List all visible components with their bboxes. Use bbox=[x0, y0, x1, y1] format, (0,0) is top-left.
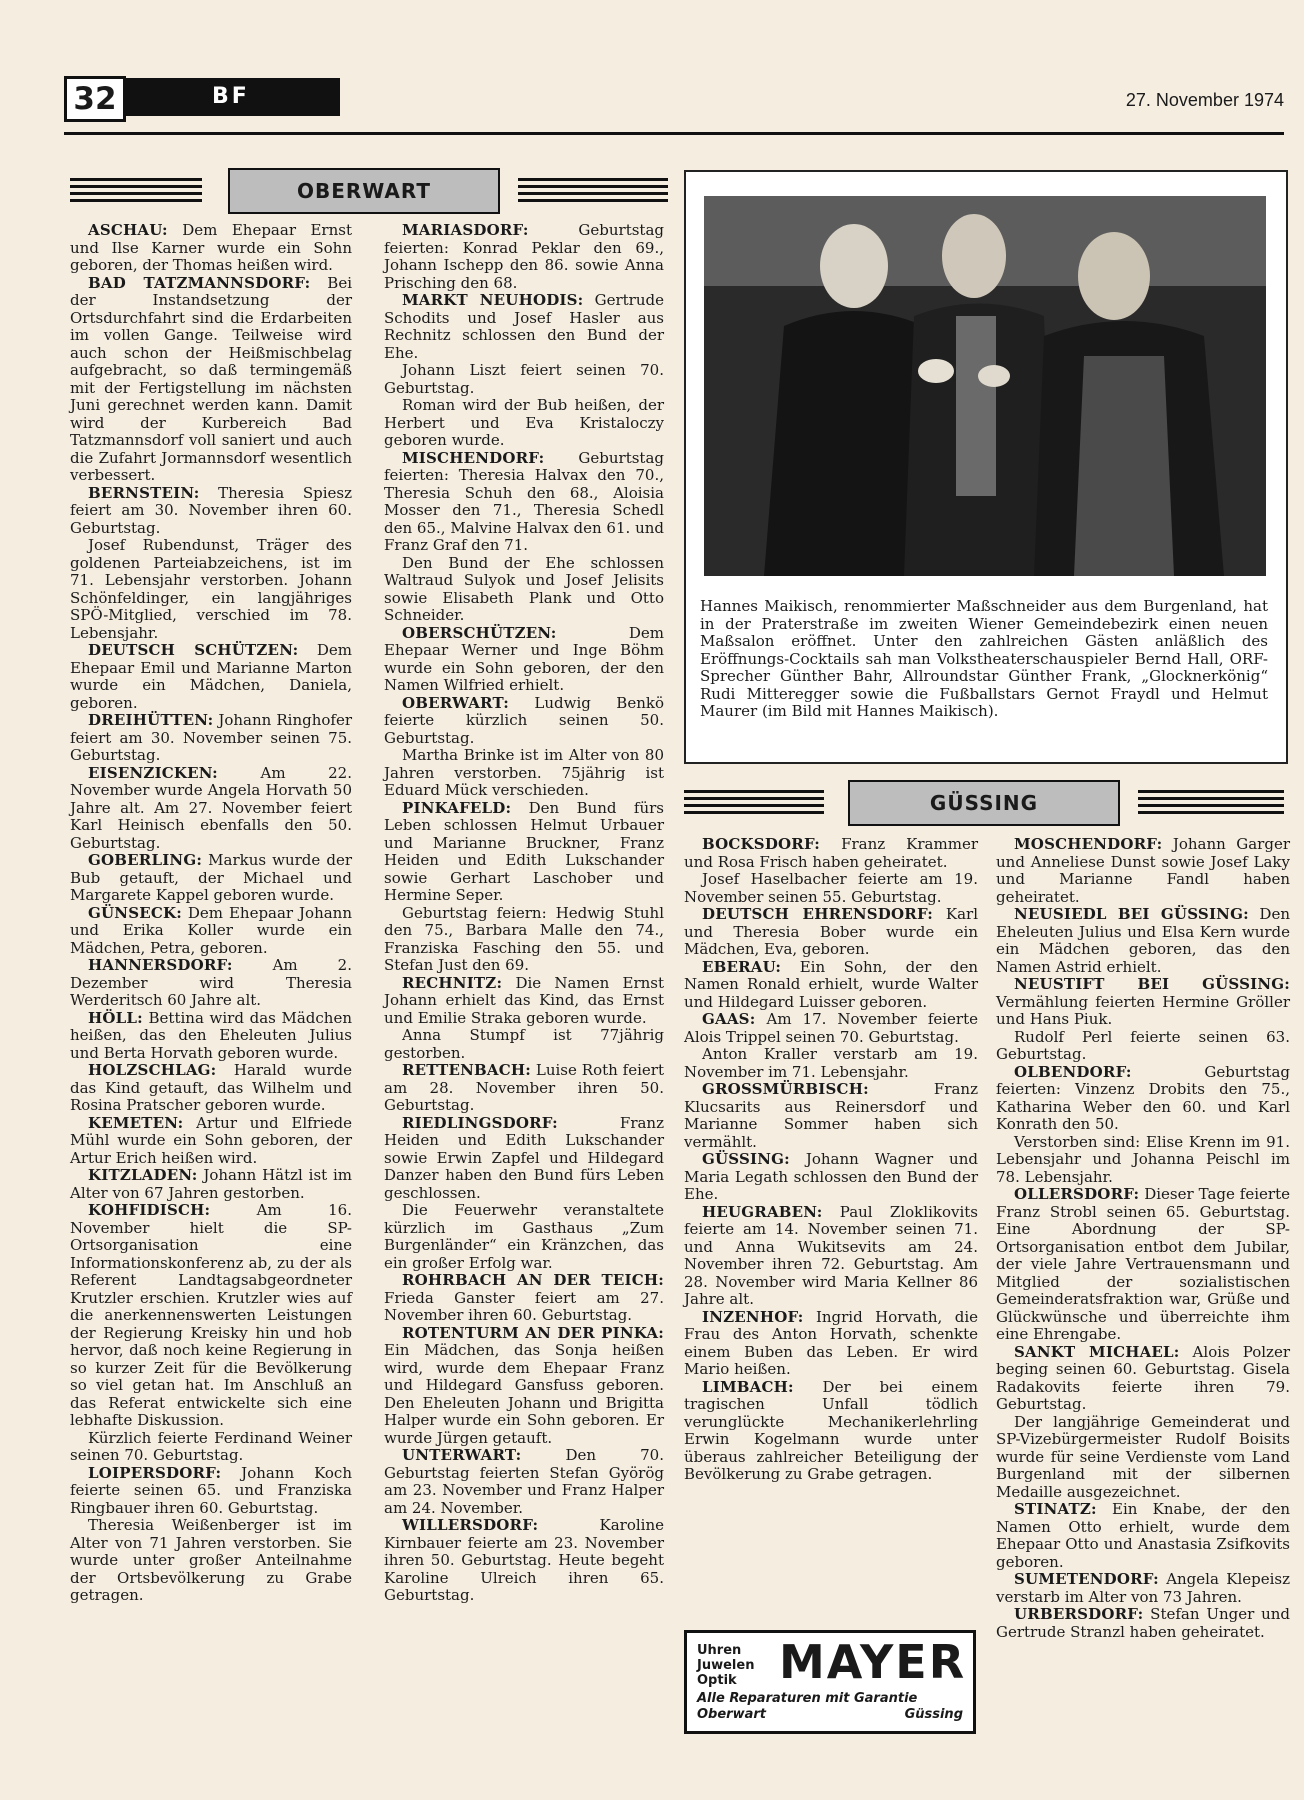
place-name: RECHNITZ: bbox=[402, 973, 503, 992]
news-text: Geburtstag feierten: Konrad Peklar den 69., Johann Ischepp den 86. sowie Anna Prisching den 68. bbox=[384, 221, 664, 292]
news-text: Franz Klucsarits aus Reinersdorf und Marianne Sommer haben sich vermählt. bbox=[684, 1080, 978, 1151]
news-item bbox=[70, 852, 352, 905]
news-item bbox=[70, 1115, 352, 1168]
news-text: Franz Heiden und Edith Lukschander sowie Erwin Zapfel und Hildegard Danzer haben den Bund fürs Leben geschlossen. bbox=[384, 1113, 664, 1202]
heading-rule-right bbox=[1138, 790, 1284, 814]
news-item bbox=[70, 642, 352, 712]
news-text: Stefan Unger und Gertrude Stranzl haben geheiratet. bbox=[996, 1605, 1290, 1641]
news-item bbox=[384, 975, 664, 1028]
news-text: Dieser Tage feierte Franz Strobl seinen 65. Geburtstag. Eine Abordnung der SP-Ortsorganisation entbot dem Jubilar, der viele Jahre Vertrauensmann und Mitglied der sozialistischen Gemeinderatsfraktion war, Grüße und Glückwünsche und überreichte ihm eine Ehrengabe. bbox=[996, 1185, 1290, 1343]
place-name: NEUSTIFT BEI GÜSSING: bbox=[1014, 975, 1290, 993]
news-text: Am 2. Dezember wird Theresia Werderitsch 60 Jahre alt. bbox=[70, 956, 352, 1009]
ad-towns bbox=[697, 1707, 963, 1723]
news-text: Theresia Weißenberger ist im Alter von 71 Jahren verstorben. Sie wurde unter großer Anteilnahme der Ortsbevölkerung zu Grabe getragen. bbox=[70, 1516, 352, 1604]
news-text: Geburtstag feierten: Theresia Halvax den 70., Theresia Schuh den 68., Aloisia Mosser den 71., Theresia Schedl den 65., Malvine Halvax den 61. und Franz Graf den 71. bbox=[384, 448, 664, 554]
masthead-rule bbox=[64, 132, 1284, 135]
news-text: Johann Garger und Anneliese Dunst sowie Josef Laky und Marianne Fandl haben geheiratet. bbox=[996, 835, 1290, 906]
news-text: Frieda Ganster feiert am 27. November ihren 60. Geburtstag. bbox=[384, 1288, 664, 1324]
place-name: DEUTSCH EHRENSDORF: bbox=[702, 905, 933, 923]
news-item bbox=[70, 1062, 352, 1115]
news-item bbox=[996, 1134, 1290, 1187]
place-name: NEUSIEDL BEI GÜSSING: bbox=[1014, 905, 1249, 923]
news-text: Josef Rubendunst, Träger des goldenen Parteiabzeichens, ist im 71. Lebensjahr verstorben. Johann Schönfeldinger, ein langjähriges SPÖ-Mitglied, verschied im 78. Lebensjahr. bbox=[70, 536, 352, 642]
photo-caption: Hannes Maikisch, renommierter Maßschneider aus dem Burgenland, hat in der Praterstraße im zweiten Wiener Gemeindebezirk einen neuen Maßsalon eröffnet. Unter den zahlreichen Gästen anläßlich des Eröffnungs-Cocktails sah man Volkstheaterschauspieler Bernd Hall, ORF-Sprecher Günther Bahr, Allroundstar Günther Frank, „Glocknerkönig“ Rudi Mitteregger sowie die Fußballstars Gernot Fraydl und Helmut Maurer (im Bild mit Hannes Maikisch). bbox=[700, 597, 1268, 720]
column-oberwart-left bbox=[70, 222, 352, 1605]
news-text: Harald wurde das Kind getauft, das Wilhelm und Rosina Pratscher geboren wurde. bbox=[70, 1061, 352, 1114]
news-text: Johann Koch feierte seinen 65. und Franziska Ringbauer ihren 60. Geburtstag. bbox=[70, 1463, 352, 1517]
news-item bbox=[384, 695, 664, 748]
ad-service-line: Juwelen bbox=[697, 1658, 755, 1673]
section-title-guessing: GÜSSING bbox=[848, 780, 1120, 826]
column-oberwart-right bbox=[384, 222, 664, 1605]
section-tag: BF bbox=[126, 78, 340, 116]
news-item bbox=[996, 1064, 1290, 1134]
news-text: Johann Liszt feiert seinen 70. Geburtstag. bbox=[384, 361, 664, 397]
place-name: MARKT NEUHODIS: bbox=[402, 291, 584, 309]
news-text: Die Feuerwehr veranstaltete kürzlich im Gasthaus „Zum Burgenländer“ ein Kränzchen, das ein großer Erfolg war. bbox=[384, 1201, 664, 1272]
news-text: Anna Stumpf ist 77jährig gestorben. bbox=[384, 1026, 664, 1062]
place-name: LOIPERSDORF: bbox=[88, 1463, 222, 1482]
news-item bbox=[70, 1465, 352, 1518]
news-text: Markus wurde der Bub getauft, der Michael und Margarete Kappel geboren wurde. bbox=[70, 851, 352, 904]
heading-rule-left bbox=[70, 178, 202, 202]
news-item bbox=[684, 1204, 978, 1309]
issue-date: 27. November 1974 bbox=[1125, 90, 1284, 110]
news-item bbox=[384, 1027, 664, 1062]
news-text: Rudolf Perl feierte seinen 63. Geburtstag. bbox=[996, 1027, 1290, 1063]
news-item bbox=[70, 485, 352, 538]
news-item bbox=[70, 1167, 352, 1202]
news-text: Verstorben sind: Elise Krenn im 91. Lebensjahr und Johanna Peischl im 78. Lebensjahr. bbox=[996, 1132, 1290, 1186]
place-name: GOBERLING: bbox=[88, 851, 203, 869]
ad-slogan-block bbox=[697, 1691, 963, 1723]
news-text: Am 16. November hielt die SP-Ortsorganisation eine Informationskonferenz ab, zu der als Referent Landtagsabgeordneter Krutzler erschien. Krutzler wies auf die anerkennenswerten Leistungen der Regierung Kreisky hin und hob hervor, daß noch keine Regierung in so kurzer Zeit für die Bevölkerung so viel getan hat. Im Anschluß an das Referat entwickelte sich eine lebhafte Diskussion. bbox=[70, 1201, 352, 1429]
news-text: Karl und Theresia Bober wurde ein Mädchen, Eva, geboren. bbox=[684, 905, 978, 958]
news-item bbox=[996, 836, 1290, 906]
news-item bbox=[384, 450, 664, 555]
news-item bbox=[996, 976, 1290, 1029]
photo-image bbox=[704, 196, 1266, 576]
place-name: DREIHÜTTEN: bbox=[88, 711, 214, 729]
news-item bbox=[684, 1379, 978, 1484]
news-text: Ein Knabe, der den Namen Otto erhielt, wurde dem Ehepaar Otto und Anastasia Zsifkovits geboren. bbox=[996, 1500, 1290, 1571]
place-name: HEUGRABEN: bbox=[702, 1202, 823, 1221]
place-name: STINATZ: bbox=[1014, 1500, 1097, 1518]
place-name: KOHFIDISCH: bbox=[88, 1201, 211, 1219]
news-text: Johann Ringhofer feiert am 30. November seinen 75. Geburtstag. bbox=[70, 711, 352, 764]
news-item bbox=[70, 765, 352, 853]
news-item bbox=[684, 871, 978, 906]
ad-services bbox=[697, 1643, 754, 1688]
news-item bbox=[70, 957, 352, 1010]
news-item bbox=[384, 1517, 664, 1605]
section-heading-guessing bbox=[684, 780, 1284, 828]
news-text: Den 70. Geburtstag feierten Stefan Györög am 23. November und Franz Halper am 24. November. bbox=[384, 1446, 664, 1517]
place-name: PINKAFELD: bbox=[402, 798, 512, 817]
news-text: Der bei einem tragischen Unfall tödlich verunglückte Mechanikerlehrling Erwin Kogelmann wurde unter überaus zahlreicher Beteiligung der Bevölkerung zu Grabe getragen. bbox=[684, 1377, 978, 1483]
news-item bbox=[70, 712, 352, 765]
column-guessing-left bbox=[684, 836, 978, 1484]
news-text: Ludwig Benkö feierte kürzlich seinen 50. Geburtstag. bbox=[384, 693, 664, 747]
ad-slogan: Alle Reparaturen mit Garantie bbox=[697, 1691, 918, 1706]
news-item bbox=[684, 1046, 978, 1081]
news-item bbox=[996, 1571, 1290, 1606]
news-text: Theresia Spiesz feiert am 30. November ihren 60. Geburtstag. bbox=[70, 483, 352, 537]
place-name: OBERSCHÜTZEN: bbox=[402, 623, 557, 642]
place-name: OLLERSDORF: bbox=[1014, 1185, 1140, 1203]
place-name: MISCHENDORF: bbox=[402, 448, 545, 467]
news-item bbox=[996, 1606, 1290, 1641]
news-item bbox=[996, 1501, 1290, 1571]
news-text: Angela Klepeisz verstarb im Alter von 73 Jahren. bbox=[996, 1570, 1290, 1606]
place-name: OLBENDORF: bbox=[1014, 1062, 1132, 1081]
news-item bbox=[684, 1011, 978, 1046]
news-text: Paul Zloklikovits feierte am 14. November seinen 71. und Anna Wukitsevits am 24. November ihren 72. Geburtstag. Am 28. November wird Maria Kellner 86 Jahre alt. bbox=[684, 1202, 978, 1308]
column-guessing-right bbox=[996, 836, 1290, 1641]
news-item bbox=[70, 1430, 352, 1465]
news-text: Alois Polzer beging seinen 60. Geburtstag. Gisela Radakovits feierte ihren 79. Geburtstag. bbox=[996, 1342, 1290, 1413]
place-name: EBERAU: bbox=[702, 957, 782, 976]
news-text: Den Bund fürs Leben schlossen Helmut Urbauer und Marianne Bruckner, Franz Heiden und Edith Lukschander sowie Gerhart Laschober und Hermine Seper. bbox=[384, 798, 664, 904]
news-text: Roman wird der Bub heißen, der Herbert und Eva Kristaloczy geboren wurde. bbox=[384, 396, 664, 449]
place-name: UNTERWART: bbox=[402, 1446, 522, 1464]
ad-service-line: Optik bbox=[697, 1673, 737, 1688]
news-text: Bei der Instandsetzung der Ortsdurchfahrt sind die Erdarbeiten im vollen Gange. Teilweise wird auch schon der Heißmischbelag aufgebracht, so daß termingemäß mit der Fertigstellung im nächsten Juni gerechnet werden kann. Damit wird der Kurbereich Bad Tatzmannsdorf voll saniert und auch die Zufahrt Jormannsdorf wesentlich verbessert. bbox=[70, 273, 353, 484]
news-item bbox=[70, 1010, 352, 1063]
news-text: Den Eheleuten Julius und Elsa Kern wurde ein Mädchen geboren, das den Namen Astrid erhielt. bbox=[996, 905, 1290, 976]
news-item bbox=[384, 905, 664, 975]
news-item bbox=[996, 1344, 1290, 1414]
news-item bbox=[384, 747, 664, 800]
place-name: RETTENBACH: bbox=[402, 1061, 531, 1079]
heading-rule-right bbox=[518, 178, 668, 202]
news-item bbox=[384, 222, 664, 292]
news-item bbox=[996, 1414, 1290, 1502]
news-item bbox=[684, 836, 978, 871]
place-name: MARIASDORF: bbox=[402, 221, 529, 239]
news-text: Johann Wagner und Maria Legath schlossen den Bund der Ehe. bbox=[684, 1150, 978, 1203]
place-name: HANNERSDORF: bbox=[88, 956, 233, 974]
news-text: Gertrude Schodits und Josef Hasler aus Rechnitz schlossen den Bund der Ehe. bbox=[384, 291, 664, 362]
place-name: HOLZSCHLAG: bbox=[88, 1061, 217, 1079]
news-item bbox=[684, 906, 978, 959]
mayer-advertisement bbox=[684, 1630, 976, 1734]
place-name: BERNSTEIN: bbox=[88, 483, 200, 502]
news-text: Dem Ehepaar Johann und Erika Koller wurde ein Mädchen, Petra, geboren. bbox=[70, 903, 352, 957]
news-item bbox=[70, 905, 352, 958]
news-item bbox=[996, 906, 1290, 976]
ad-service-line: Uhren bbox=[697, 1643, 742, 1658]
place-name: LIMBACH: bbox=[702, 1377, 794, 1396]
place-name: URBERSDORF: bbox=[1014, 1605, 1144, 1623]
news-text: Die Namen Ernst Johann erhielt das Kind, das Ernst und Emilie Straka geboren wurde. bbox=[384, 973, 664, 1027]
news-item bbox=[384, 625, 664, 695]
ad-town-right: Güssing bbox=[904, 1707, 963, 1722]
place-name: OBERWART: bbox=[402, 693, 510, 712]
news-text: Dem Ehepaar Werner und Inge Böhm wurde ein Sohn geboren, der den Namen Wilfried erhielt. bbox=[384, 623, 664, 694]
place-name: ROHRBACH AN DER TEICH: bbox=[402, 1271, 664, 1289]
news-item bbox=[384, 1062, 664, 1115]
news-item bbox=[384, 555, 664, 625]
place-name: RIEDLINGSDORF: bbox=[402, 1113, 558, 1132]
news-item bbox=[384, 1202, 664, 1272]
news-text: Dem Ehepaar Emil und Marianne Marton wurde ein Mädchen, Daniela, geboren. bbox=[70, 641, 352, 712]
news-text: Der langjährige Gemeinderat und SP-Vizebürgermeister Rudolf Boisits wurde für seine Verdienste vom Land Burgenland mit der silbernen Medaille ausgezeichnet. bbox=[996, 1412, 1290, 1501]
news-item bbox=[70, 1517, 352, 1605]
news-item bbox=[70, 275, 352, 485]
news-text: Den Bund der Ehe schlossen Waltraud Sulyok und Josef Jelisits sowie Elisabeth Plank und Otto Schneider. bbox=[384, 553, 664, 624]
news-text: Geburtstag feierten: Vinzenz Drobits den 75., Katharina Weber den 60. und Karl Konrath den 50. bbox=[996, 1062, 1290, 1133]
place-name: ROTENTURM AN DER PINKA: bbox=[402, 1323, 664, 1342]
news-text: Anton Kraller verstarb am 19. November im 71. Lebensjahr. bbox=[684, 1045, 978, 1081]
news-item bbox=[70, 537, 352, 642]
news-item bbox=[384, 397, 664, 450]
place-name: KEMETEN: bbox=[88, 1113, 184, 1132]
news-item bbox=[684, 1151, 978, 1204]
news-item bbox=[384, 1115, 664, 1203]
place-name: WILLERSDORF: bbox=[402, 1516, 539, 1534]
place-name: SUMETENDORF: bbox=[1014, 1570, 1159, 1588]
news-item bbox=[384, 292, 664, 362]
place-name: GÜSSING: bbox=[702, 1150, 790, 1168]
news-text: Ein Sohn, der den Namen Ronald erhielt, wurde Walter und Hildegard Luisser geboren. bbox=[684, 957, 978, 1011]
heading-rule-left bbox=[684, 790, 824, 814]
news-item bbox=[384, 1447, 664, 1517]
news-text: Martha Brinke ist im Alter von 80 Jahren verstorben. 75jährig ist Eduard Mück verschieden. bbox=[384, 746, 664, 799]
place-name: DEUTSCH SCHÜTZEN: bbox=[88, 641, 299, 659]
news-text: Luise Roth feiert am 28. November ihren 50. Geburtstag. bbox=[384, 1061, 664, 1114]
news-item bbox=[384, 1325, 664, 1448]
news-text: Am 22. November wurde Angela Horvath 50 Jahre alt. Am 27. November feiert Karl Heinisch ebenfalls den 50. Geburtstag. bbox=[70, 763, 352, 852]
place-name: HÖLL: bbox=[88, 1008, 143, 1027]
place-name: EISENZICKEN: bbox=[88, 763, 218, 782]
place-name: GÜNSECK: bbox=[88, 903, 182, 922]
place-name: GROSSMÜRBISCH: bbox=[702, 1080, 869, 1098]
news-text: Geburtstag feiern: Hedwig Stuhl den 75., Barbara Malle den 74., Franziska Fasching den 55. und Stefan Just den 69. bbox=[384, 903, 664, 974]
place-name: BOCKSDORF: bbox=[702, 835, 821, 853]
news-text: Franz Krammer und Rosa Frisch haben geheiratet. bbox=[684, 835, 978, 871]
news-text: Josef Haselbacher feierte am 19. November seinen 55. Geburtstag. bbox=[684, 870, 978, 906]
ad-town-left: Oberwart bbox=[697, 1707, 766, 1722]
news-item bbox=[384, 362, 664, 397]
place-name: INZENHOF: bbox=[702, 1307, 804, 1326]
news-text: Ingrid Horvath, die Frau des Anton Horvath, schenkte einem Buben das Leben. Er wird Mario heißen. bbox=[684, 1307, 978, 1378]
news-item bbox=[996, 1186, 1290, 1344]
ad-brand-name: MAYER bbox=[779, 1635, 967, 1689]
news-text: Dem Ehepaar Ernst und Ilse Karner wurde ein Sohn geboren, der Thomas heißen wird. bbox=[70, 221, 352, 274]
place-name: KITZLADEN: bbox=[88, 1166, 198, 1184]
news-text: Johann Hätzl ist im Alter von 67 Jahren gestorben. bbox=[70, 1166, 352, 1202]
news-item bbox=[70, 1202, 352, 1430]
news-text: Vermählung feierten Hermine Gröller und Hans Piuk. bbox=[996, 992, 1290, 1028]
page-number: 32 bbox=[64, 76, 126, 122]
place-name: SANKT MICHAEL: bbox=[1014, 1342, 1180, 1361]
news-item bbox=[684, 1309, 978, 1379]
news-item bbox=[384, 800, 664, 905]
news-text: Ein Mädchen, das Sonja heißen wird, wurde dem Ehepaar Franz und Hildegard Gansfuss geboren. Den Eheleuten Johann und Brigitta Halper wurde ein Sohn geboren. Er wurde Jürgen getauft. bbox=[384, 1341, 664, 1447]
news-text: Am 17. November feierte Alois Trippel seinen 70. Geburtstag. bbox=[684, 1010, 978, 1046]
section-title-oberwart: OBERWART bbox=[228, 168, 500, 214]
news-item bbox=[384, 1272, 664, 1325]
place-name: GAAS: bbox=[702, 1010, 756, 1028]
news-text: Bettina wird das Mädchen heißen, das den Eheleuten Julius und Berta Horvath geboren wurde. bbox=[70, 1008, 352, 1062]
section-heading-oberwart bbox=[70, 168, 670, 216]
place-name: MOSCHENDORF: bbox=[1014, 835, 1163, 853]
news-item bbox=[70, 222, 352, 275]
place-name: BAD TATZMANNSDORF: bbox=[88, 273, 311, 292]
news-item bbox=[684, 1081, 978, 1151]
news-text: Kürzlich feierte Ferdinand Weiner seinen 70. Geburtstag. bbox=[70, 1428, 352, 1464]
news-text: Karoline Kirnbauer feierte am 23. November ihren 50. Geburtstag. Heute begeht Karoline Ulreich ihren 65. Geburtstag. bbox=[384, 1516, 664, 1604]
news-item bbox=[996, 1029, 1290, 1064]
place-name: ASCHAU: bbox=[88, 221, 168, 239]
masthead bbox=[64, 76, 1284, 132]
news-text: Artur und Elfriede Mühl wurde ein Sohn geboren, der Artur Erich heißen wird. bbox=[70, 1113, 352, 1167]
news-item bbox=[684, 959, 978, 1012]
